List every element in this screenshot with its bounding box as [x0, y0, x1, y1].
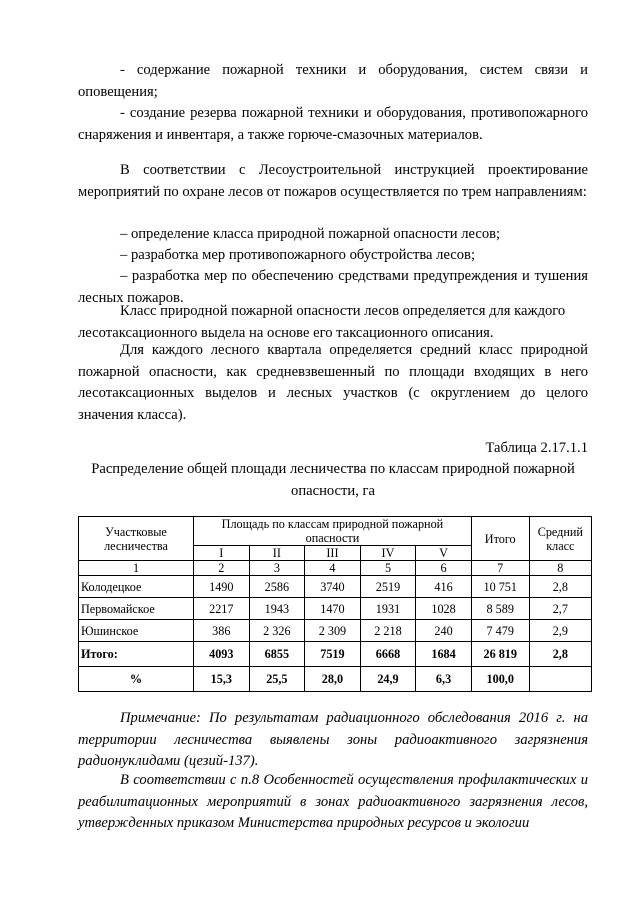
- cell-value: 25,5: [249, 667, 305, 692]
- cell-value: 1684: [416, 642, 472, 667]
- cell-average: [529, 667, 591, 692]
- table-percent-row: [79, 667, 592, 692]
- cell-value: 1490: [194, 576, 250, 598]
- header-total: Итого: [471, 517, 529, 561]
- cell-value: 6668: [360, 642, 416, 667]
- cell-total: 8 589: [471, 598, 529, 620]
- table-number-row: [79, 561, 592, 576]
- cell-value: 416: [416, 576, 472, 598]
- cell-forestry-name: Юшинское: [79, 620, 194, 642]
- header-class-2: II: [249, 546, 305, 561]
- table-row: [79, 620, 592, 642]
- cell-value: 240: [416, 620, 472, 642]
- col-number: 2: [194, 561, 250, 576]
- cell-value: 2519: [360, 576, 416, 598]
- header-class-5: V: [416, 546, 472, 561]
- header-class-1: I: [194, 546, 250, 561]
- col-number: 7: [471, 561, 529, 576]
- header-average-class: Средний класс: [529, 517, 591, 561]
- cell-value: 28,0: [305, 667, 361, 692]
- paragraph-class-definition: Класс природной пожарной опасности лесов определяется для каждого лесотаксационного выдела на основе его таксационного описания.: [78, 303, 566, 341]
- col-number: 5: [360, 561, 416, 576]
- cell-total: 7 479: [471, 620, 529, 642]
- cell-value: 2 326: [249, 620, 305, 642]
- cell-total: 26 819: [471, 642, 529, 667]
- header-area-by-class: Площадь по классам природной пожарной опасности: [194, 517, 472, 546]
- cell-total: 100,0: [471, 667, 529, 692]
- paragraph-instruction: В соответствии с Лесоустроительной инструкцией проектирование мероприятий по охране лесов от пожаров осуществляется по трем направлениям:: [78, 162, 588, 200]
- cell-value: 4093: [194, 642, 250, 667]
- cell-total: 10 751: [471, 576, 529, 598]
- table-caption: Распределение общей площади лесничества по классам природной пожарной опасности, га: [91, 461, 575, 499]
- table-label: Таблица 2.17.1.1: [485, 440, 588, 456]
- list-item-fire-class: – определение класса природной пожарной опасности лесов;: [120, 226, 501, 242]
- paragraph-reserve-creation: - создание резерва пожарной техники и оборудования, противопожарного снаряжения и инвентаря, а также горюче-смазочных материалов.: [78, 105, 588, 143]
- cell-value: 6,3: [416, 667, 472, 692]
- table-row: [79, 598, 592, 620]
- cell-percent-label: %: [79, 667, 194, 692]
- cell-average: 2,8: [529, 642, 591, 667]
- cell-value: 2217: [194, 598, 250, 620]
- cell-forestry-name: Колодецкое: [79, 576, 194, 598]
- col-number: 4: [305, 561, 361, 576]
- cell-value: 1470: [305, 598, 361, 620]
- cell-value: 24,9: [360, 667, 416, 692]
- list-item-fire-infrastructure: – разработка мер противопожарного обустройства лесов;: [120, 247, 476, 263]
- table-row: [79, 576, 592, 598]
- cell-average: 2,8: [529, 576, 591, 598]
- cell-value: 3740: [305, 576, 361, 598]
- list-item-fire-prevention: – разработка мер по обеспечению средствами предупреждения и тушения лесных пожаров.: [78, 268, 588, 306]
- header-forestry: Участковые лесничества: [79, 517, 194, 561]
- cell-value: 2 218: [360, 620, 416, 642]
- col-number: 8: [529, 561, 591, 576]
- paragraph-equipment-maintenance: - содержание пожарной техники и оборудования, систем связи и оповещения;: [78, 62, 588, 100]
- col-number: 1: [79, 561, 194, 576]
- cell-average: 2,7: [529, 598, 591, 620]
- col-number: 3: [249, 561, 305, 576]
- cell-value: 15,3: [194, 667, 250, 692]
- col-number: 6: [416, 561, 472, 576]
- note-radiation: Примечание: По результатам радиационного обследования 2016 г. на территории лесничества выявлены зоны радиоактивного загрязнения радионуклидами (цезий-137).: [78, 710, 588, 769]
- cell-total-label: Итого:: [79, 642, 194, 667]
- cell-average: 2,9: [529, 620, 591, 642]
- cell-value: 386: [194, 620, 250, 642]
- cell-value: 7519: [305, 642, 361, 667]
- note-regulation: В соответствии с п.8 Особенностей осуществления профилактических и реабилитационных мероприятий в зонах радиоактивного загрязнения лесов, утвержденных приказом Министерства природных ресурсов и экологии: [78, 772, 588, 831]
- cell-value: 6855: [249, 642, 305, 667]
- fire-class-table: [78, 516, 592, 692]
- cell-value: 1028: [416, 598, 472, 620]
- paragraph-average-class: Для каждого лесного квартала определяется средний класс природной пожарной опасности, как средневзвешенный по площади входящих в него лесотаксационных выделов и лесных участков (с округлением до целого значения класса).: [78, 342, 588, 423]
- header-class-3: III: [305, 546, 361, 561]
- cell-value: 1931: [360, 598, 416, 620]
- table-header-row: [79, 517, 592, 546]
- cell-forestry-name: Первомайское: [79, 598, 194, 620]
- table-total-row: [79, 642, 592, 667]
- header-class-4: IV: [360, 546, 416, 561]
- cell-value: 2586: [249, 576, 305, 598]
- cell-value: 1943: [249, 598, 305, 620]
- cell-value: 2 309: [305, 620, 361, 642]
